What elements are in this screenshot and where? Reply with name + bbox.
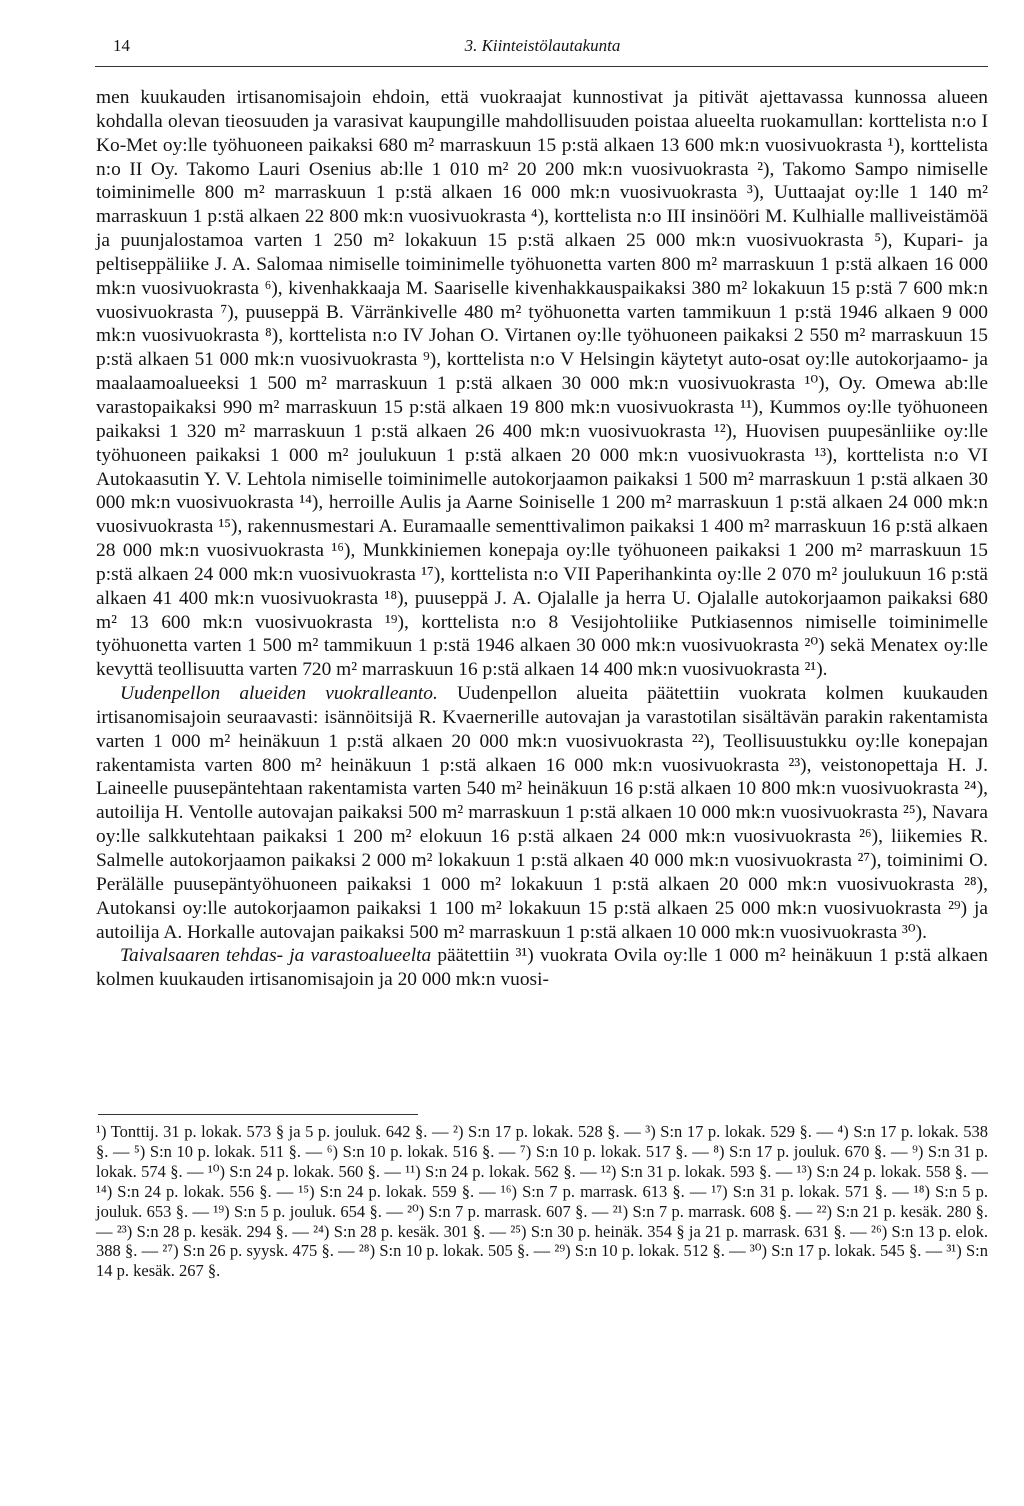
paragraph-taivalsaari (96, 944, 988, 992)
footnotes: ¹) Tonttij. 31 p. lokak. 573 § ja 5 p. jouluk. 642 §. — ²) S:n 17 p. lokak. 528 §. — ³) S:n 17 p. lokak. 529 §. — ⁴) S:n 17 p. lokak. 538 §. — ⁵) S:n 10 p. lokak. 511 §. — ⁶) S:n 10 p. lokak. 516 §. — ⁷) S:n 10 p. lokak. 517 §. — ⁸) S:n 17 p. jouluk. 670 §. — ⁹) S:n 31 p. lokak. 574 §. — ¹⁰) S:n 24 p. lokak. 560 §. — ¹¹) S:n 24 p. lokak. 562 §. — ¹²) S:n 31 p. lokak. 593 §. — ¹³) S:n 24 p. lokak. 558 §. — ¹⁴) S:n 24 p. lokak. 556 §. — ¹⁵) S:n 24 p. lokak. 559 §. — ¹⁶) S:n 7 p. marrask. 613 §. — ¹⁷) S:n 31 p. lokak. 571 §. — ¹⁸) S:n 5 p. jouluk. 653 §. — ¹⁹) S:n 5 p. jouluk. 654 §. — ²⁰) S:n 7 p. marrask. 607 §. — ²¹) S:n 7 p. marrask. 608 §. — ²²) S:n 21 p. kesäk. 280 §. — ²³) S:n 28 p. kesäk. 294 §. — ²⁴) S:n 28 p. kesäk. 301 §. — ²⁵) S:n 30 p. heinäk. 354 § ja 21 p. marrask. 631 §. — ²⁶) S:n 13 p. elok. 388 §. — ²⁷) S:n 26 p. syysk. 475 §. — ²⁸) S:n 10 p. lokak. 505 §. — ²⁹) S:n 10 p. lokak. 512 §. — ³⁰) S:n 17 p. lokak. 545 §. — ³¹) S:n 14 p. kesäk. 267 §. (96, 1122, 988, 1281)
paragraph-taivalsaari-text: päätettiin ³¹) vuokrata Ovila oy:lle 1 000 m² heinäkuun 1 p:stä alkaen kolmen kuukauden irtisanomisajoin ja 20 000 mk:n vuosi- (96, 945, 988, 991)
footnote-divider (98, 1114, 418, 1115)
running-title: 3. Kiinteistölautakunta (464, 36, 621, 55)
section-heading-taivalsaari: Taivalsaaren tehdas- ja varastoalueelta (120, 945, 432, 967)
body-text (96, 86, 988, 992)
page-header (95, 36, 990, 64)
paragraph-korttelit: men kuukauden irtisanomisajoin ehdoin, että vuokraajat kunnostivat ja pitivät ajettavassa kunnossa alueen kohdalla olevan tieosuuden ja varasivat kaupungille mahdollisuuden poistaa alueelta ruokamullan: korttelista n:o I Ko-Met oy:lle työhuoneen paikaksi 680 m² marraskuun 15 p:stä alkaen 13 600 mk:n vuosivuokrasta ¹), korttelista n:o II Oy. Takomo Lauri Osenius ab:lle 1 010 m² 20 200 mk:n vuosivuokrasta ²), Takomo Sampo nimiselle toiminimelle 800 m² marraskuun 1 p:stä alkaen 16 000 mk:n vuosivuokrasta ³), Uuttaajat oy:lle 1 140 m² marraskuun 1 p:stä alkaen 22 800 mk:n vuosivuokrasta ⁴), korttelista n:o III insinööri M. Kulhialle malliveistämöä ja puunjalostamoa varten 1 250 m² lokakuun 15 p:stä alkaen 25 000 mk:n vuosivuokrasta ⁵), Kupari- ja peltiseppäliike J. A. Salomaa nimiselle toiminimelle työhuonetta varten 800 m² marraskuun 1 p:stä alkaen 16 000 mk:n vuosivuokrasta ⁶), kivenhakkaaja M. Saariselle kivenhakkauspaikaksi 380 m² lokakuun 15 p:stä 7 600 mk:n vuosivuokrasta ⁷), puuseppä B. Värränkivelle 480 m² työhuonetta varten tammikuun 1 p:stä 1946 alkaen 9 000 mk:n vuosivuokrasta ⁸), korttelista n:o IV Johan O. Virtanen oy:lle työhuoneen paikaksi 2 550 m² marraskuun 15 p:stä alkaen 51 000 mk:n vuosivuokrasta ⁹), korttelista n:o V Helsingin käytetyt auto-osat oy:lle autokorjaamo- ja maalaamoalueeksi 1 500 m² marraskuun 1 p:stä alkaen 30 000 mk:n vuosivuokrasta ¹⁰), Oy. Omewa ab:lle varastopaikaksi 990 m² marraskuun 15 p:stä alkaen 19 800 mk:n vuosivuokrasta ¹¹), Kummos oy:lle työhuoneen paikaksi 1 320 m² marraskuun 1 p:stä alkaen 26 400 mk:n vuosivuokrasta ¹²), Huovisen puupesänliike oy:lle työhuoneen paikaksi 1 000 m² joulukuun 1 p:stä alkaen 20 000 mk:n vuosivuokrasta ¹³), korttelista n:o VI Autokaasutin Y. V. Lehtola nimiselle toiminimelle autokorjaamon paikaksi 1 500 m² marraskuun 1 p:stä alkaen 30 000 mk:n vuosivuokrasta ¹⁴), herroille Aulis ja Aarne Soiniselle 1 200 m² marraskuun 1 p:stä alkaen 24 000 mk:n vuosivuokrasta ¹⁵), rakennusmestari A. Euramaalle sementtivalimon paikaksi 1 400 m² marraskuun 16 p:stä alkaen 28 000 mk:n vuosivuokrasta ¹⁶), Munkkiniemen konepaja oy:lle työhuoneen paikaksi 1 200 m² marraskuun 15 p:stä alkaen 24 000 mk:n vuosivuokrasta ¹⁷), korttelista n:o VII Paperihankinta oy:lle 2 070 m² joulukuun 16 p:stä alkaen 41 400 mk:n vuosivuokrasta ¹⁸), puuseppä J. A. Ojalalle ja herra U. Ojalalle autokorjaamon paikaksi 680 m² 13 600 mk:n vuosivuokrasta ¹⁹), korttelista n:o 8 Vesijohtoliike Putkiasennos nimiselle toiminimelle työhuonetta varten 1 500 m² tammikuun 1 p:stä 1946 alkaen 30 000 mk:n vuosivuokrasta ²⁰) sekä Menatex oy:lle kevyttä teollisuutta varten 720 m² marraskuun 16 p:stä alkaen 14 400 mk:n vuosivuokrasta ²¹). (96, 87, 988, 681)
page-number: 14 (113, 36, 130, 55)
paragraph-uudenpelto-text: Uudenpellon alueita päätettiin vuokrata kolmen kuukauden irtisanomisajoin seuraavasti: isännöitsijä R. Kvaernerille autovajan ja varastotilan sisältävän parakin rakentamista varten 1 000 m² heinäkuun 1 p:stä alkaen 20 000 mk:n vuosivuokrasta ²²), Teollisuustukku oy:lle konepajan rakentamista varten 800 m² heinäkuun 1 p:stä alkaen 16 000 mk:n vuosivuokrasta ²³), veistonopettaja H. J. Laineelle puusepäntehtaan rakentamista varten 540 m² heinäkuun 16 p:stä alkaen 10 800 mk:n vuosivuokrasta ²⁴), autoilija H. Ventolle autovajan paikaksi 500 m² marraskuun 1 p:stä alkaen 10 000 mk:n vuosivuokrasta ²⁵), Navara oy:lle salkkutehtaan paikaksi 1 200 m² elokuun 16 p:stä alkaen 24 000 mk:n vuosivuokrasta ²⁶), liikemies R. Salmelle autokorjaamon paikaksi 2 000 m² lokakuun 1 p:stä alkaen 40 000 mk:n vuosivuokrasta ²⁷), toiminimi O. Perälälle puusepäntyöhuoneen paikaksi 1 000 m² lokakuun 1 p:stä alkaen 20 000 mk:n vuosivuokrasta ²⁸), Autokansi oy:lle autokorjaamon paikaksi 1 100 m² lokakuun 15 p:stä alkaen 25 000 mk:n vuosivuokrasta ²⁹) ja autoilija A. Horkalle autovajan paikaksi 500 m² marraskuun 1 p:stä alkaen 10 000 mk:n vuosivuokrasta ³⁰). (96, 683, 988, 943)
header-divider (95, 66, 988, 67)
section-heading-uudenpelto: Uudenpellon alueiden vuokralleanto. (120, 683, 438, 705)
paragraph-uudenpelto (96, 682, 988, 944)
